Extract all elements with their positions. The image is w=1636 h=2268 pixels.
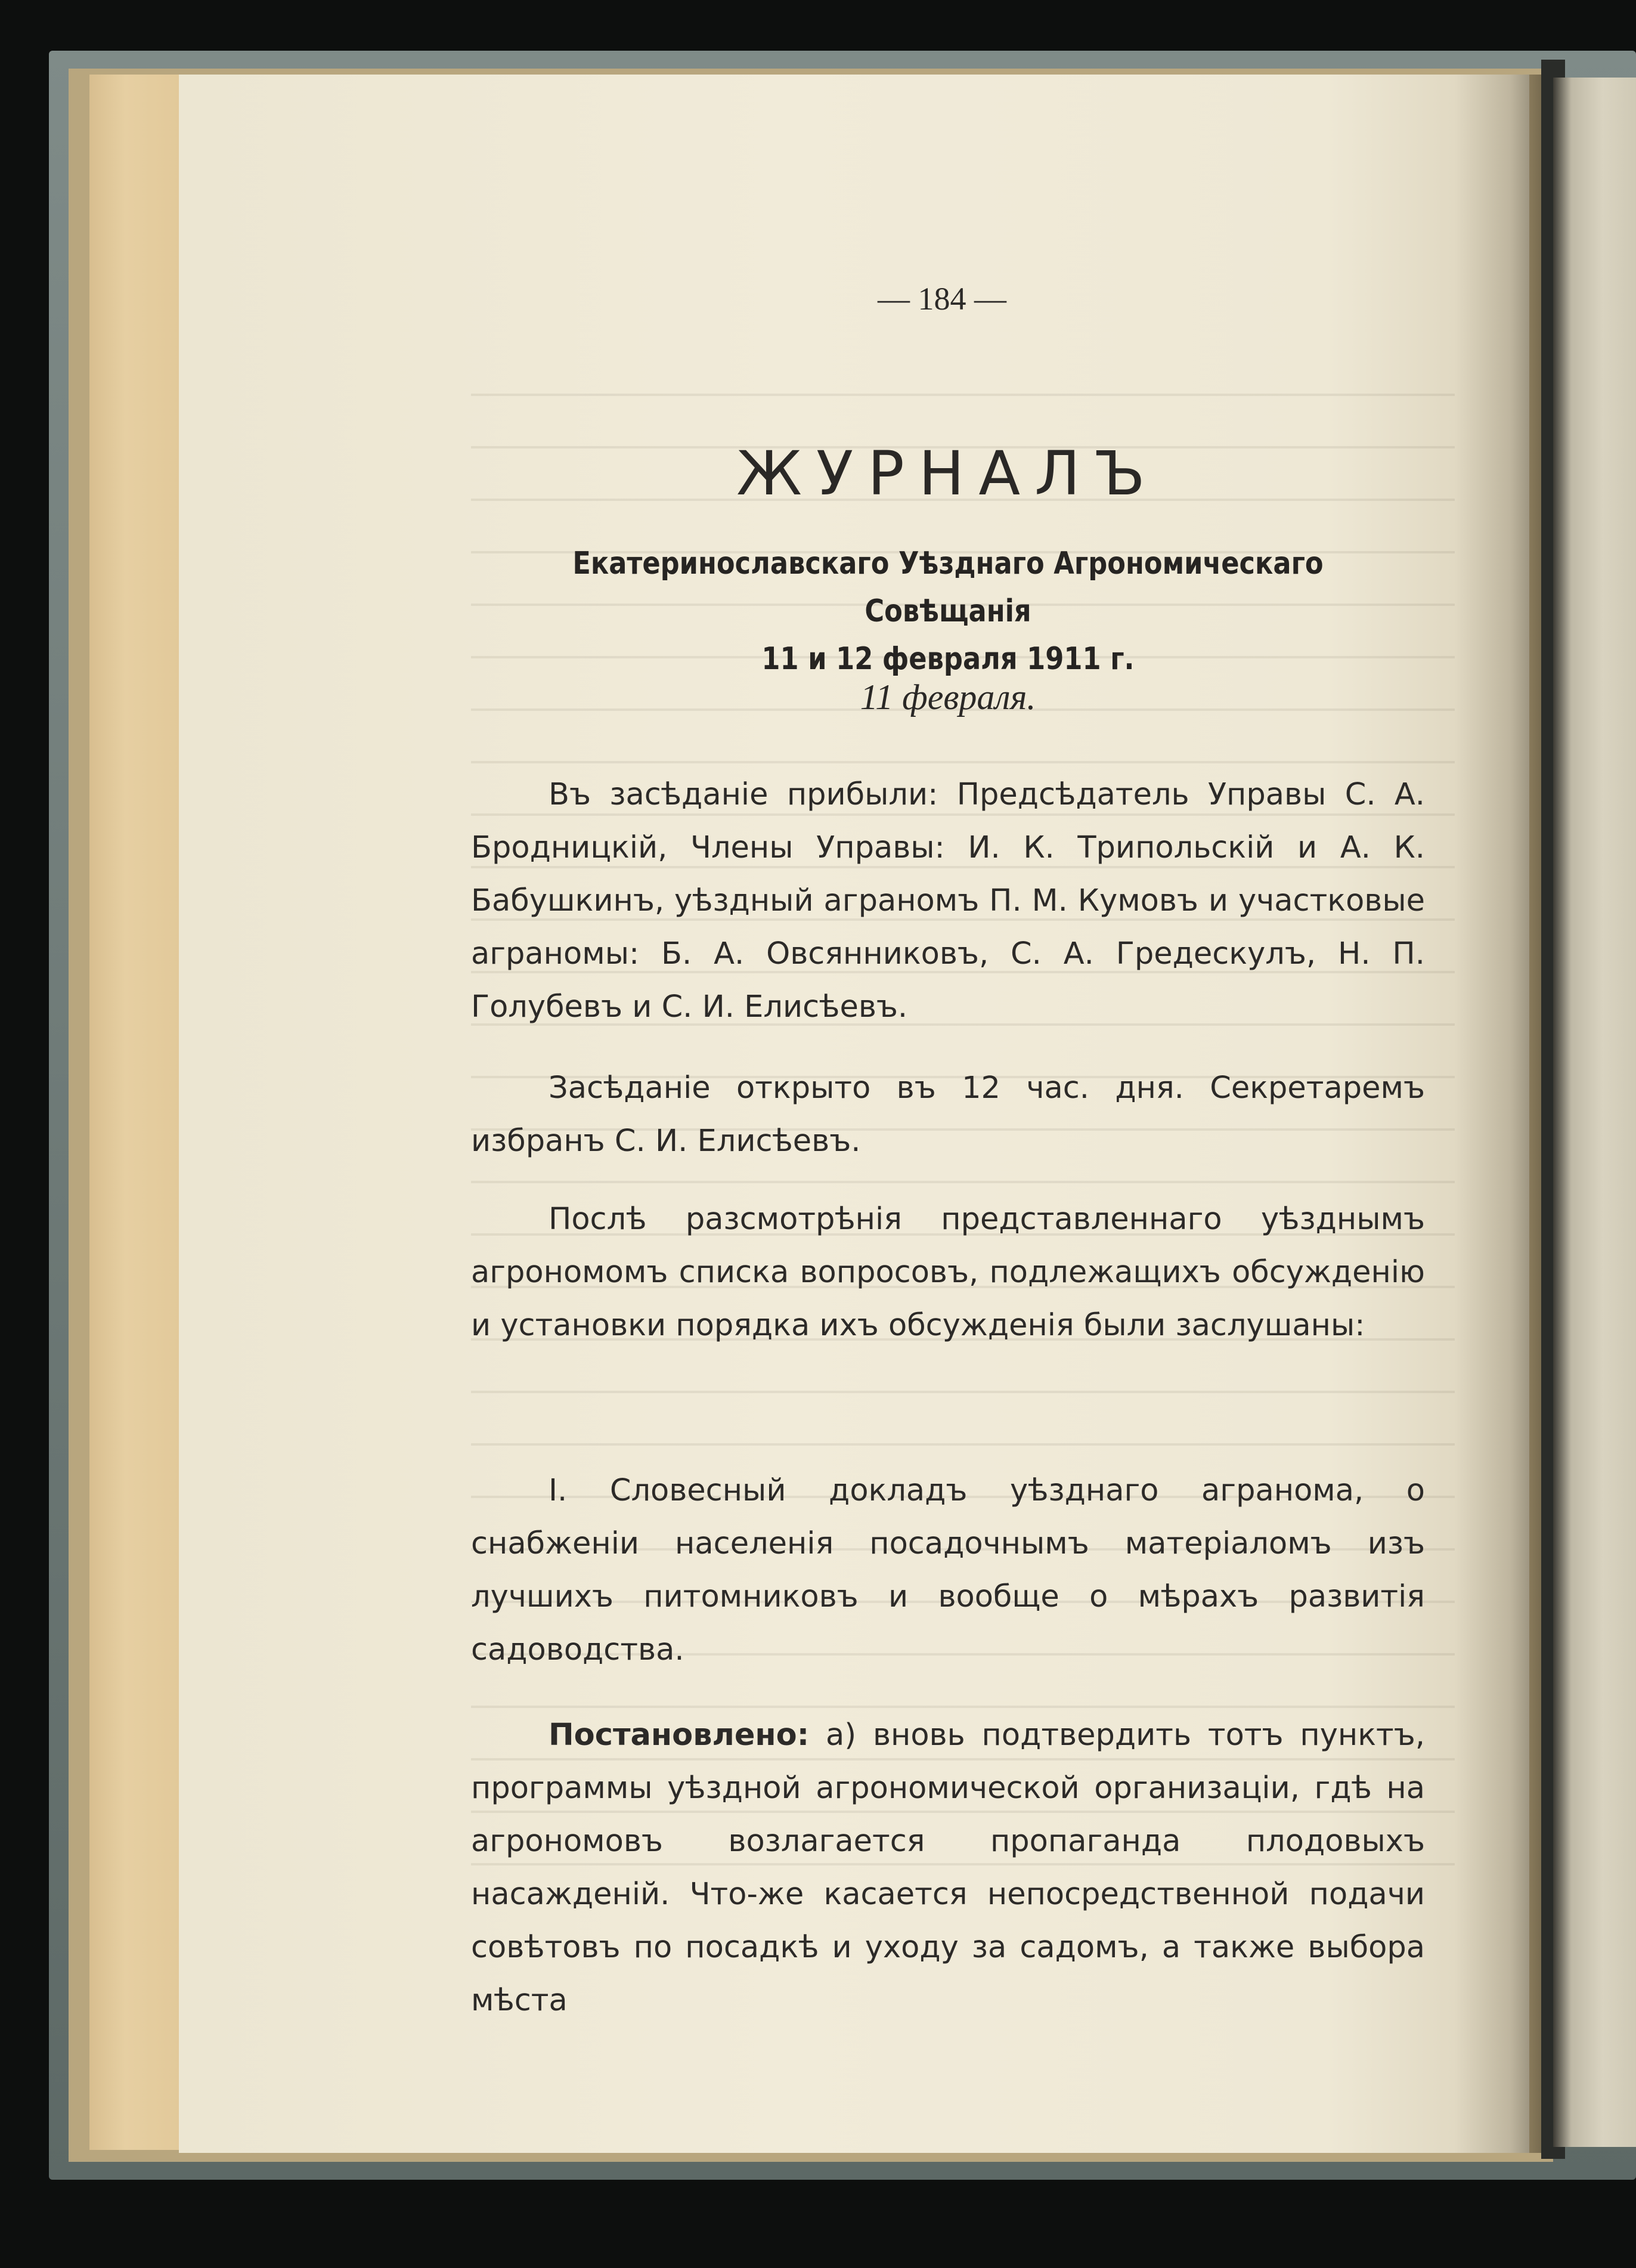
- subtitle-line-2: 11 и 12 февраля 1911 г.: [761, 641, 1135, 677]
- page-subtitle: [538, 540, 1358, 683]
- resolution-label: Постановлено:: [549, 1718, 810, 1753]
- page-fore-edge: [89, 75, 181, 2150]
- facing-page-edge: [1553, 78, 1636, 2147]
- subtitle-line-1: Екатеринославскаго Уѣзднаго Агрономическаго Совѣщанія: [572, 546, 1324, 629]
- paragraph-agenda: Послѣ разсмотрѣнія представленнаго уѣзднымъ агрономомъ списка вопросовъ, подлежащихъ обсужденію и установки порядка ихъ обсужденія были заслушаны:: [471, 1202, 1425, 1343]
- paragraph-report: I. Словесный докладъ уѣзднаго агранома, о снабженіи населенія посадочнымъ матеріаломъ изъ лучшихъ питомниковъ и вообще о мѣрахъ развитія садоводства.: [471, 1473, 1425, 1667]
- paragraph-opening: Засѣданіе открыто въ 12 час. дня. Секретаремъ избранъ С. И. Елисѣевъ.: [471, 1070, 1425, 1159]
- page-number: — 184 —: [878, 281, 1006, 317]
- paragraph-resolution: [471, 1709, 1425, 2027]
- date-heading: 11 февраля.: [860, 677, 1036, 717]
- resolution-text: а) вновь подтвердить тотъ пунктъ, программы уѣздной агрономической организаціи, гдѣ на агрономовъ возлагается пропаганда плодовыхъ насажденій. Что-же касается непосредственной подачи совѣтовъ по посадкѣ и уходу за садомъ, а также выбора мѣста: [471, 1718, 1425, 2018]
- paragraph-attendees: Въ засѣданіе прибыли: Предсѣдатель Управы С. А. Бродницкій, Члены Управы: И. К. Трипольскій и А. К. Бабушкинъ, уѣздный аграномъ П. М. Кумовъ и участковые аграномы: Б. А. Овсянниковъ, С. А. Гредескулъ, Н. П. Голубевъ и С. И. Елисѣевъ.: [471, 777, 1425, 1025]
- page-title: ЖУРНАЛЪ: [736, 438, 1160, 509]
